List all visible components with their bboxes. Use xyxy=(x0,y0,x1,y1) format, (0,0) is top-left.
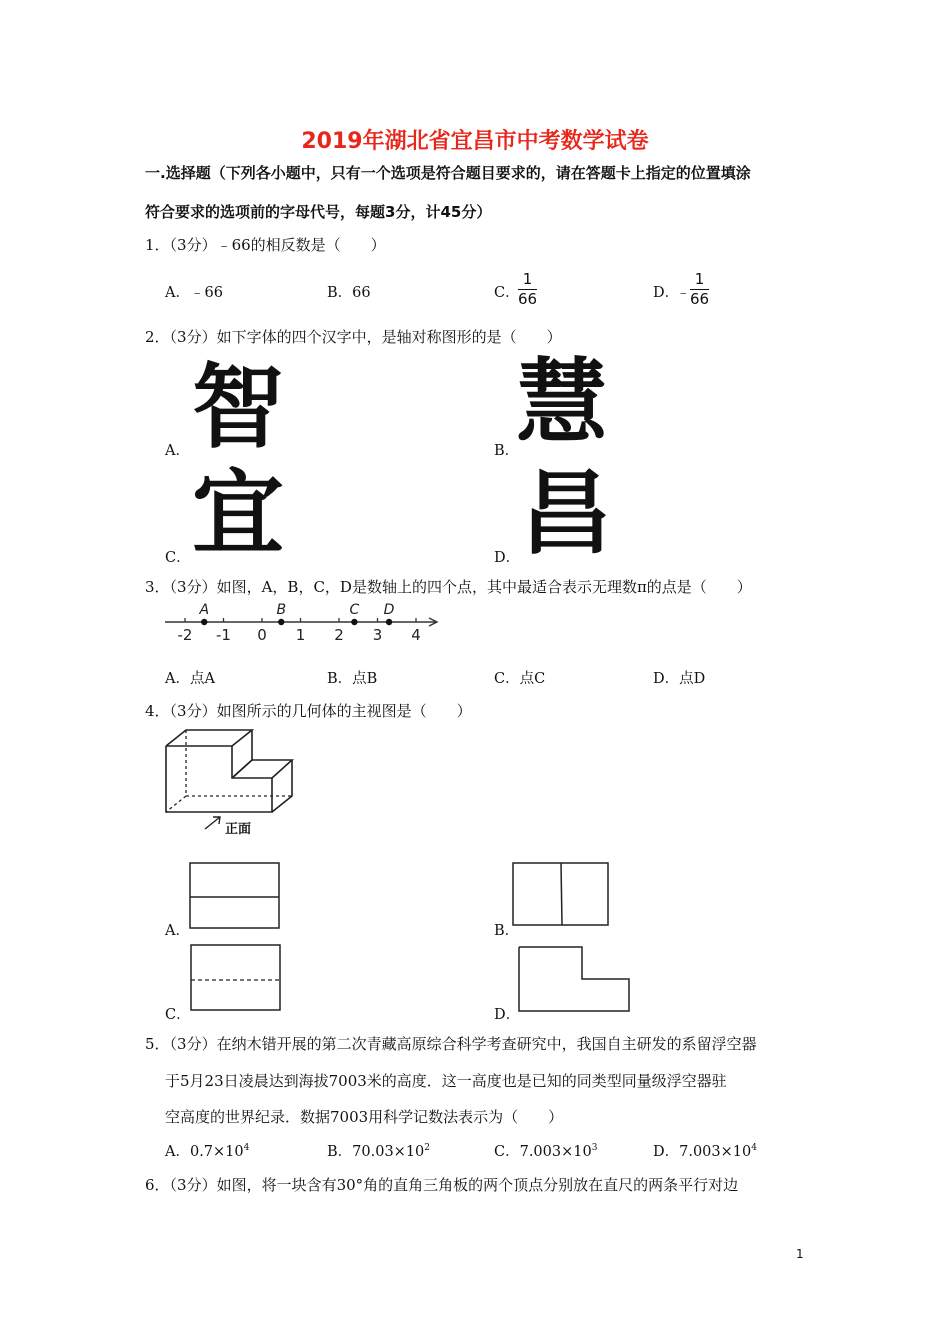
number-line-point-c xyxy=(351,619,357,625)
q4-option-d-label: D． xyxy=(494,1007,521,1023)
q1-option-d-fraction xyxy=(690,270,709,308)
q4-option-c-figure xyxy=(189,943,283,1013)
q5-option-d: D．$7.003\times 10^4$ xyxy=(653,1143,757,1160)
q4-option-a-label: A． xyxy=(165,923,190,939)
solid-front-face xyxy=(166,746,272,812)
q4-option-a-figure xyxy=(188,861,282,931)
q2-option-d-label: D． xyxy=(494,550,521,566)
q2-option-b-label: B． xyxy=(494,443,520,459)
page-number: 1 xyxy=(796,1247,804,1261)
number-line-tick-label: 0 xyxy=(257,626,267,644)
number-line-point-a xyxy=(201,619,207,625)
solid-top-right xyxy=(232,760,292,778)
number-line-tick-label: 2 xyxy=(334,626,344,644)
hidden-edge-diagonal xyxy=(166,796,186,812)
q1-option-d-minus: ﹣ xyxy=(676,285,691,301)
number-line-point-label: A xyxy=(199,602,210,618)
front-arrow-line xyxy=(205,817,220,829)
q4-option-c-label: C． xyxy=(165,1007,191,1023)
number-line-tick-label: 4 xyxy=(411,626,421,644)
number-line-tick-label: 1 xyxy=(295,626,306,644)
q3-option-a: A．点A xyxy=(165,671,215,687)
q1-option-c-fraction xyxy=(518,270,537,308)
q2-char-b: 慧 xyxy=(516,349,609,456)
q1-d-numerator: 1 xyxy=(690,270,709,290)
q1-stem: 1．（3分）﹣66的相反数是（ ） xyxy=(145,236,386,254)
q2-option-a-label: A． xyxy=(165,443,190,459)
q5-stem-line3: 空高度的世界纪录．数据7003用科学记数法表示为（ ） xyxy=(165,1108,564,1126)
q4-stem: 4．（3分）如图所示的几何体的主视图是（ ） xyxy=(145,702,472,720)
q4-option-b-label: B． xyxy=(494,923,520,939)
q5-stem-line1: 5．（3分）在纳木错开展的第二次青藏高原综合科学考查研究中，我国自主研发的系留浮空器 xyxy=(145,1035,757,1053)
q5-option-a: A．$0.7\times 10^4$ xyxy=(165,1143,250,1160)
solid-right-side xyxy=(272,760,292,812)
q3-stem: 3．（3分）如图，A，B，C，D是数轴上的四个点，其中最适合表示无理数π的点是（ ） xyxy=(145,578,752,596)
q2-char-c: 宜 xyxy=(192,460,285,567)
solid-figure xyxy=(160,726,300,841)
q1-option-c-label: C． xyxy=(494,285,520,301)
q1-option-d-label: D． xyxy=(653,285,680,301)
q2-char-d: 昌 xyxy=(520,460,613,567)
q1-c-numerator: 1 xyxy=(518,270,537,290)
number-line-point-d xyxy=(386,619,392,625)
q6-stem-line1: 6．（3分）如图，将一块含有30°角的直角三角板的两个顶点分别放在直尺的两条平行对边 xyxy=(145,1176,739,1194)
q1-d-denominator: 66 xyxy=(690,290,710,308)
section-heading-line2: 符合要求的选项前的字母代号，每题3分，计45分） xyxy=(145,203,492,221)
q4-option-b-figure xyxy=(511,861,611,929)
q5-stem-line2: 于5月23日凌晨达到海拔7003米的高度．这一高度也是已知的同类型同量级浮空器驻 xyxy=(165,1072,727,1090)
front-label: 正面 xyxy=(225,822,252,837)
q5-option-c: C．$7.003\times 10^3$ xyxy=(494,1143,598,1160)
q4-option-d-figure xyxy=(516,944,634,1014)
q1-option-b: B．66 xyxy=(327,285,371,301)
number-line-point-label: D xyxy=(383,602,395,618)
q2-char-a: 智 xyxy=(192,354,285,461)
q3-option-c: C．点C xyxy=(494,671,546,687)
number-line-point-b xyxy=(278,619,284,625)
q1-option-a: A．﹣66 xyxy=(165,285,223,301)
q2-option-c-label: C． xyxy=(165,550,191,566)
q3-option-b: B．点B xyxy=(327,671,378,687)
number-line-tick-label: -1 xyxy=(216,626,231,644)
number-line-point-label: B xyxy=(276,602,287,618)
number-line-point-label: C xyxy=(349,602,360,618)
number-line-tick-label: -2 xyxy=(177,626,193,644)
solid-top-left xyxy=(166,730,252,746)
number-line-tick-label: 3 xyxy=(372,626,383,644)
q2-stem: 2．（3分）如下字体的四个汉字中，是轴对称图形的是（ ） xyxy=(145,328,562,346)
q3-option-d: D．点D xyxy=(653,671,706,687)
page-title: 2019年湖北省宜昌市中考数学试卷 xyxy=(301,129,649,154)
section-heading-line1: 一.选择题（下列各小题中，只有一个选项是符合题目要求的，请在答题卡上指定的位置填涂 xyxy=(145,164,751,182)
q5-option-b: B．$70.03\times 10^2$ xyxy=(327,1143,431,1160)
number-line-figure xyxy=(160,598,445,646)
q1-c-denominator: 66 xyxy=(518,290,538,308)
